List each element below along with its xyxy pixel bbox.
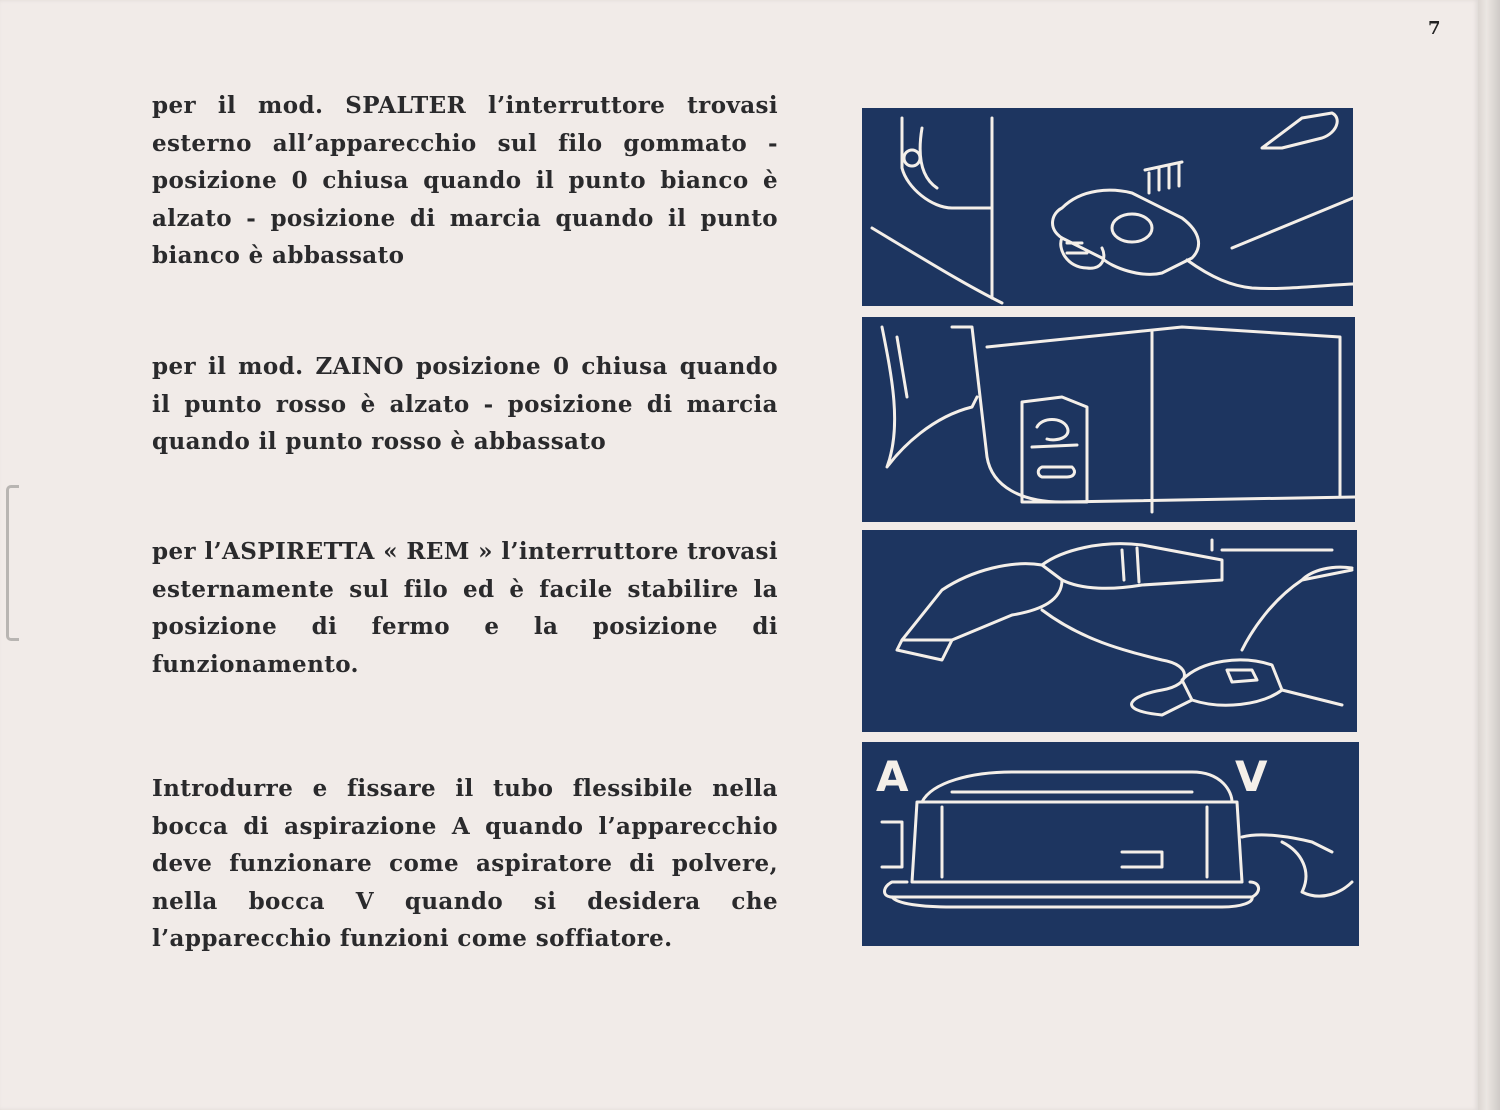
page-number: 7 xyxy=(1428,18,1441,39)
port-a-label: A xyxy=(876,752,909,801)
paragraph-zaino: per il mod. ZAINO posizione 0 chiusa quando il punto rosso è alzato - posizione di marcia quando il punto rosso è abbassato xyxy=(152,353,778,455)
staple xyxy=(6,485,19,641)
illustration-zaino-switch xyxy=(862,317,1355,522)
paragraph-spalter: per il mod. SPALTER l’interruttore trovasi esterno all’apparecchio sul filo gommato - posizione 0 chiusa quando il punto bianco è alzato - posizione di marcia quando il punto bianco è abbassato xyxy=(152,92,778,269)
illustration-aspiretta-rem-switch xyxy=(862,530,1357,732)
illustration-hose-ports xyxy=(862,742,1359,946)
port-v-label: V xyxy=(1235,752,1268,801)
illustration-spalter-switch xyxy=(862,108,1353,306)
paragraph-hose-instructions: Introdurre e fissare il tubo flessibile nella bocca di aspirazione A quando l’apparecchio deve funzionare come aspiratore di polvere, nella bocca V quando si desidera che l’apparecchio funzioni come soffiatore. xyxy=(152,775,778,952)
page-edge xyxy=(1478,0,1500,1110)
paragraph-aspiretta-rem: per l’ASPIRETTA « REM » l’interruttore trovasi esternamente sul filo ed è facile stabilire la posizione di fermo e la posizione di funzionamento. xyxy=(152,538,778,678)
